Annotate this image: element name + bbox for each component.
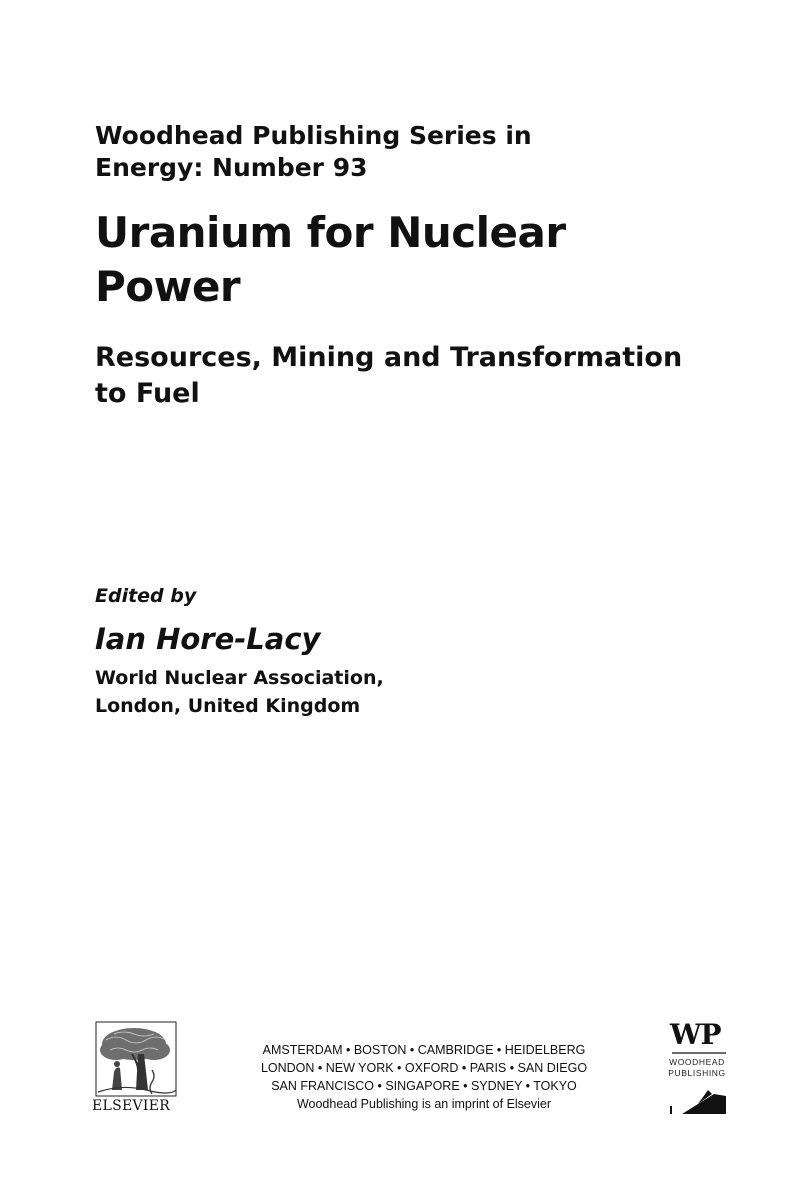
wp-logo-letters: WP [670,1018,721,1051]
edited-by-label: Edited by [95,585,197,607]
wp-name-line-2: PUBLISHING [668,1068,726,1078]
cities-line-3: SAN FRANCISCO • SINGAPORE • SYDNEY • TOKYO [271,1079,577,1093]
series-line-1: Woodhead Publishing Series in [95,121,532,150]
title-line-2: Power [95,262,241,311]
cities-line-1: AMSTERDAM • BOSTON • CAMBRIDGE • HEIDELBERG [262,1043,586,1057]
subtitle-line-2: to Fuel [95,378,200,409]
book-subtitle [95,340,755,412]
elsevier-wordmark: ELSEVIER [92,1098,171,1114]
editor-affiliation [95,664,495,720]
title-line-1: Uranium for Nuclear [95,208,566,257]
wp-name-line-1: WOODHEAD [669,1057,725,1067]
affiliation-line-1: World Nuclear Association, [95,667,384,689]
publisher-cities [240,1041,608,1113]
series-title [95,120,655,184]
book-title [95,206,735,314]
imprint-note: Woodhead Publishing is an imprint of Elsevier [296,1097,552,1111]
wp-logo-name [664,1057,730,1079]
affiliation-line-2: London, United Kingdom [95,695,361,717]
editor-name: Ian Hore-Lacy [95,622,321,656]
cities-line-2: LONDON • NEW YORK • OXFORD • PARIS • SAN DIEGO [260,1061,588,1075]
subtitle-line-1: Resources, Mining and Transformation [95,342,683,373]
series-line-2: Energy: Number 93 [95,153,368,182]
